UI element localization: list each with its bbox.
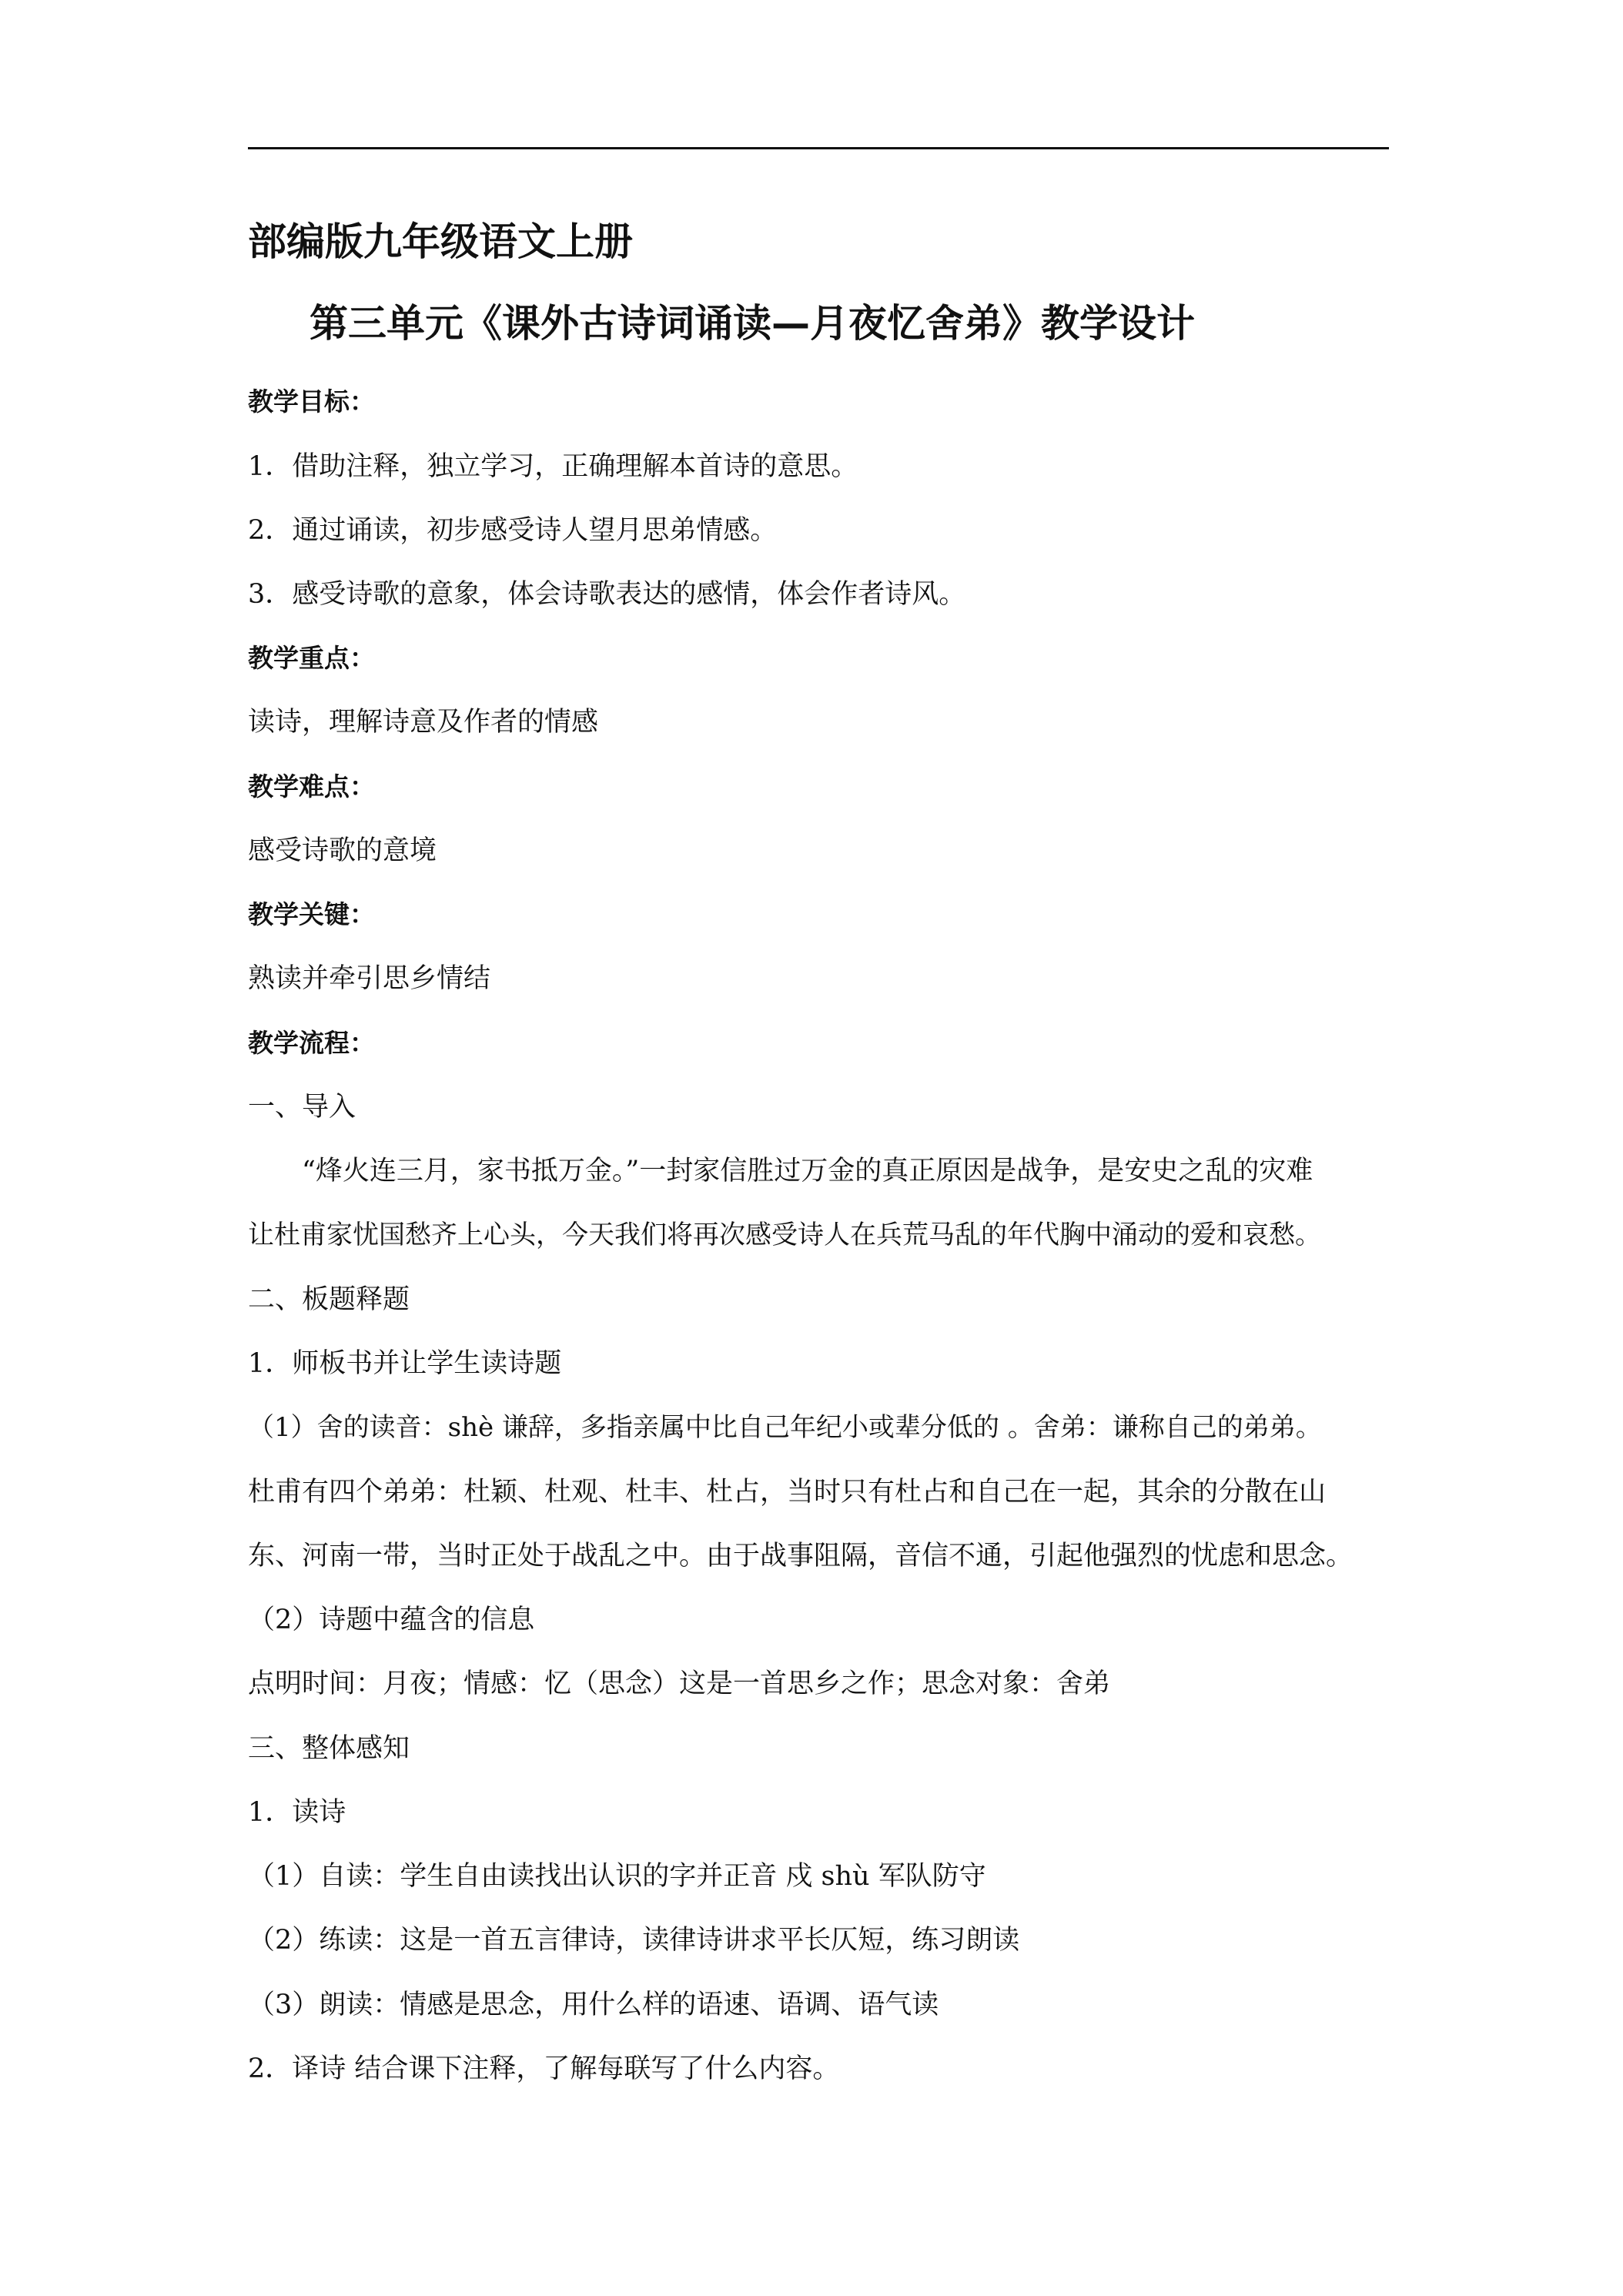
section-heading-difficulty: 教学难点： — [248, 771, 375, 802]
key-text: 熟读并牵引思乡情结 — [248, 963, 491, 994]
document-title-line2: 第三单元《课外古诗词诵读—月夜忆舍弟》教学设计 — [310, 301, 1195, 346]
document-title-line1: 部编版九年级语文上册 — [248, 219, 633, 264]
process-line: 杜甫有四个弟弟：杜颖、杜观、杜丰、杜占，当时只有杜占和自己在一起，其余的分散在山 — [248, 1477, 1327, 1508]
section-heading-key: 教学关键： — [248, 899, 375, 929]
process-line: （2）练读：这是一首五言律诗，读律诗讲求平长仄短，练习朗读 — [248, 1925, 1020, 1956]
process-line: （1）舍的读音：shè 谦辞，多指亲属中比自己年纪小或辈分低的 。舍弟：谦称自己的弟弟。 — [248, 1412, 1322, 1443]
process-line: 点明时间：月夜；情感：忆（思念）这是一首思乡之作；思念对象：舍弟 — [248, 1668, 1111, 1699]
process-line: 2．译诗 结合课下注释，了解每联写了什么内容。 — [248, 2053, 840, 2084]
process-line: （1）自读：学生自由读找出认识的字并正音 戍 shù 军队防守 — [248, 1861, 986, 1892]
goal-item-1: 1．借助注释，独立学习，正确理解本首诗的意思。 — [248, 451, 858, 482]
section-heading-process: 教学流程： — [248, 1028, 375, 1058]
process-line: 三、整体感知 — [248, 1733, 410, 1764]
process-line: （3）朗读：情感是思念，用什么样的语速、语调、语气读 — [248, 1990, 939, 2020]
difficulty-text: 感受诗歌的意境 — [248, 835, 437, 866]
process-line: 1．读诗 — [248, 1797, 346, 1828]
section-heading-keypoint: 教学重点： — [248, 643, 375, 673]
goal-item-3: 3．感受诗歌的意象，体会诗歌表达的感情，体会作者诗风。 — [248, 579, 966, 610]
goal-item-2: 2．通过诵读，初步感受诗人望月思弟情感。 — [248, 515, 778, 546]
process-line: 一、导入 — [248, 1092, 356, 1123]
process-line: “烽火连三月，家书抵万金。”一封家信胜过万金的真正原因是战争，是安史之乱的灾难 — [302, 1156, 1313, 1186]
header-rule — [248, 147, 1389, 149]
process-line: 二、板题释题 — [248, 1284, 410, 1315]
process-line: 东、河南一带，当时正处于战乱之中。由于战事阻隔，音信不通，引起他强烈的忧虑和思念。 — [248, 1541, 1354, 1571]
keypoint-text: 读诗，理解诗意及作者的情感 — [248, 707, 599, 738]
process-line: （2）诗题中蕴含的信息 — [248, 1605, 535, 1635]
section-heading-goals: 教学目标： — [248, 387, 375, 417]
process-line: 1．师板书并让学生读诗题 — [248, 1348, 562, 1379]
process-line: 让杜甫家忧国愁齐上心头，今天我们将再次感受诗人在兵荒马乱的年代胸中涌动的爱和哀愁。 — [248, 1220, 1321, 1250]
